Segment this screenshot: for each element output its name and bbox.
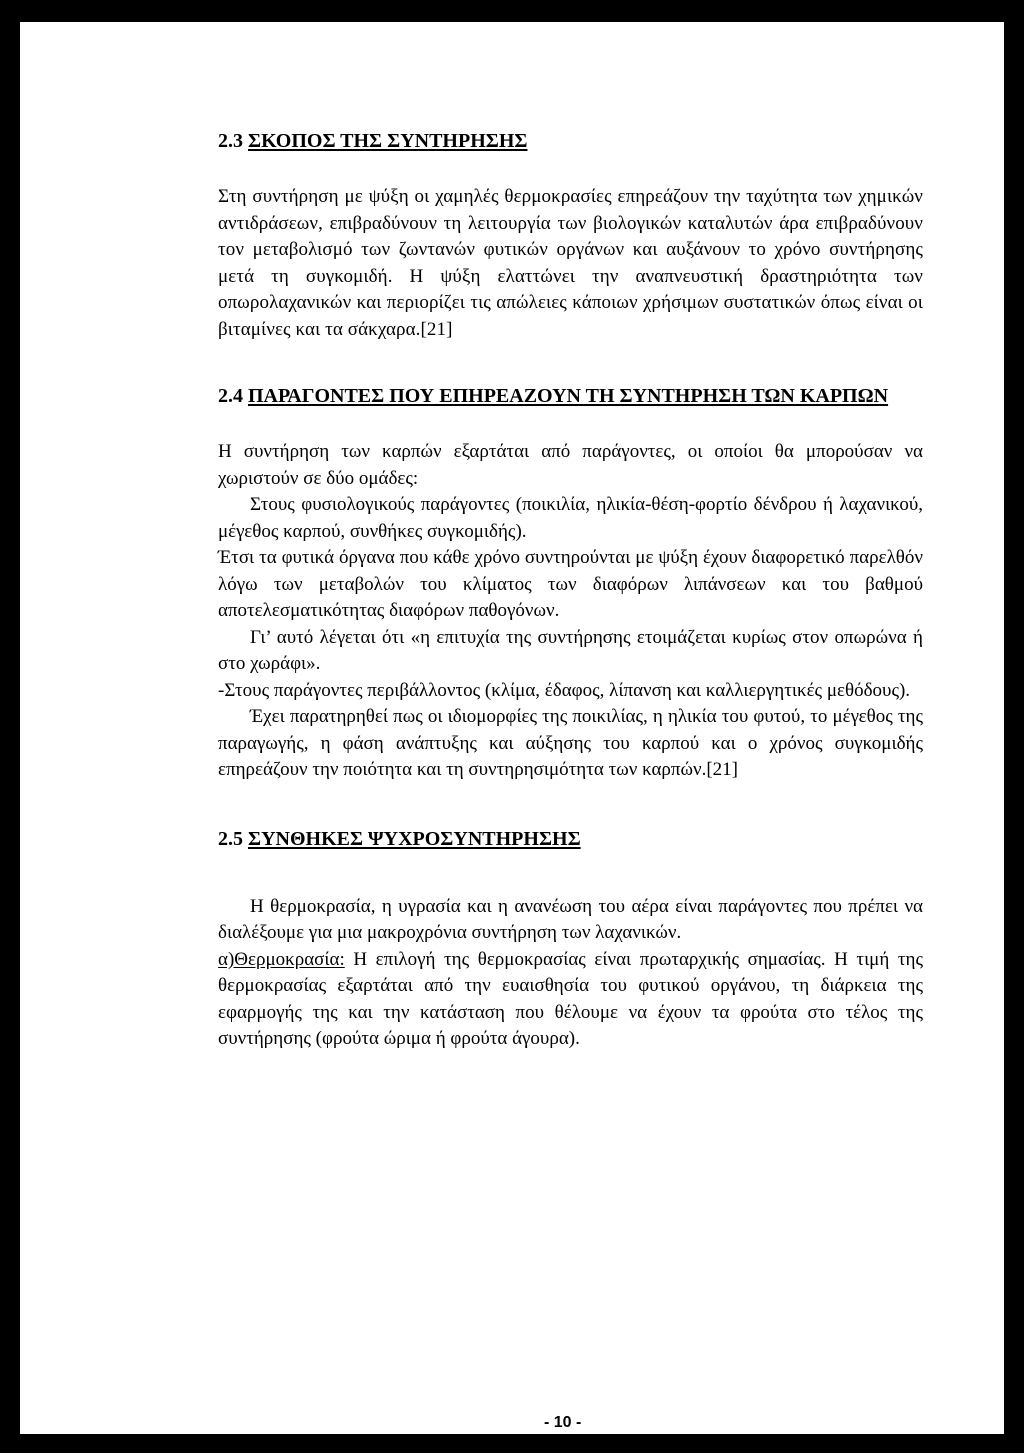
section-2-5-title: ΣΥΝΘΗΚΕΣ ΨΥΧΡΟΣΥΝΤΗΡΗΣΗΣ [248, 827, 581, 850]
section-2-4-point-2: -Στους παράγοντες περιβάλλοντος (κλίμα, έδαφος, λίπανση και καλλιεργητικές μεθόδους). [218, 679, 911, 701]
page-number: - 10 - [544, 1414, 582, 1431]
item-a-label: α)Θερμοκρασία: [218, 948, 345, 970]
section-2-4-body [218, 439, 923, 784]
section-2-3-heading [218, 128, 923, 154]
section-2-4-point-1-cont: Έτσι τα φυτικά όργανα που κάθε χρόνο συντηρούνται με ψύξη έχουν διαφορετικό παρελθόν λόγω των μεταβολών του κλίματος των διαφόρων λιπάνσεων και του βαθμού αποτελεσματικότητας διαφόρων παθογόνων. [218, 547, 923, 621]
section-2-4-title: ΠΑΡΑΓΟΝΤΕΣ ΠΟΥ ΕΠΗΡΕΑΖΟΥΝ ΤΗ ΣΥΝΤΗΡΗΣΗ ΤΩΝ ΚΑΡΠΩΝ [248, 385, 889, 407]
section-2-3-paragraph: Στη συντήρηση με ψύξη οι χαμηλές θερμοκρασίες επηρεάζουν την ταχύτητα των χημικών αντιδράσεων, επιβραδύνουν τη λειτουργία των βιολογικών καταλυτών άρα επιβραδύνουν τον μεταβολισμό των ζωντανών φυτικών οργάνων και αυξάνουν το χρόνο συντήρησης μετά τη συγκομιδή. Η ψύξη ελαττώνει την αναπνευστική δραστηριότητα των οπωρολαχανικών και περιορίζει τις απώλειες κάποιων χρήσιμων συστατικών όπως είναι οι βιταμίνες και τα σάκχαρα.[21] [218, 186, 923, 340]
section-2-5-number: 2.5 [218, 827, 243, 850]
section-2-4-closing: Έχει παρατηρηθεί πως οι ιδιομορφίες της ποικιλίας, η ηλικία του φυτού, το μέγεθος της παραγωγής, η φάση ανάπτυξης και αύξησης του καρπού και ο χρόνος συγκομιδής επηρεάζουν την ποιότητα και τη συντηρησιμότητα των καρπών.[21] [218, 706, 923, 780]
item-a-text: Η επιλογή της θερμοκρασίας είναι πρωταρχικής σημασίας. Η τιμή της θερμοκρασίας εξαρτάται από την ευαισθησία του φυτικού οργάνου, τη διάρκεια της εφαρμογής της και την κατάσταση που θέλουμε να έχουν τα φρούτα στο τέλος της συντήρησης (φρούτα ώριμα ή φρούτα άγουρα). [218, 948, 923, 1049]
section-2-4-point-1: Στους φυσιολογικούς παράγοντες (ποικιλία, ηλικία-θέση-φορτίο δένδρου ή λαχανικού, μέγεθος καρπού, συνθήκες συγκομιδής). [218, 494, 923, 542]
section-2-5-item-a [218, 947, 923, 1053]
page-content [218, 128, 923, 1053]
section-2-5-body [218, 894, 923, 1053]
document-page [20, 22, 1004, 1434]
section-2-4-number: 2.4 [218, 385, 243, 407]
section-2-3-title: ΣΚΟΠΟΣ ΤΗΣ ΣΥΝΤΗΡΗΣΗΣ [248, 130, 528, 152]
section-2-4-heading [218, 383, 923, 409]
section-2-5-intro: Η θερμοκρασία, η υγρασία και η ανανέωση του αέρα είναι παράγοντες που πρέπει να διαλέξουμε για μια μακροχρόνια συντήρηση των λαχανικών. [218, 895, 923, 943]
section-2-4-intro: Η συντήρηση των καρπών εξαρτάται από παράγοντες, οι οποίοι θα μπορούσαν να χωριστούν σε δύο ομάδες: [218, 441, 923, 489]
section-2-4-quote: Γι’ αυτό λέγεται ότι «η επιτυχία της συντήρησης ετοιμάζεται κυρίως στον οπωρώνα ή στο χωράφι». [218, 626, 923, 674]
section-2-3-number: 2.3 [218, 130, 243, 152]
section-2-5-heading [218, 826, 923, 852]
